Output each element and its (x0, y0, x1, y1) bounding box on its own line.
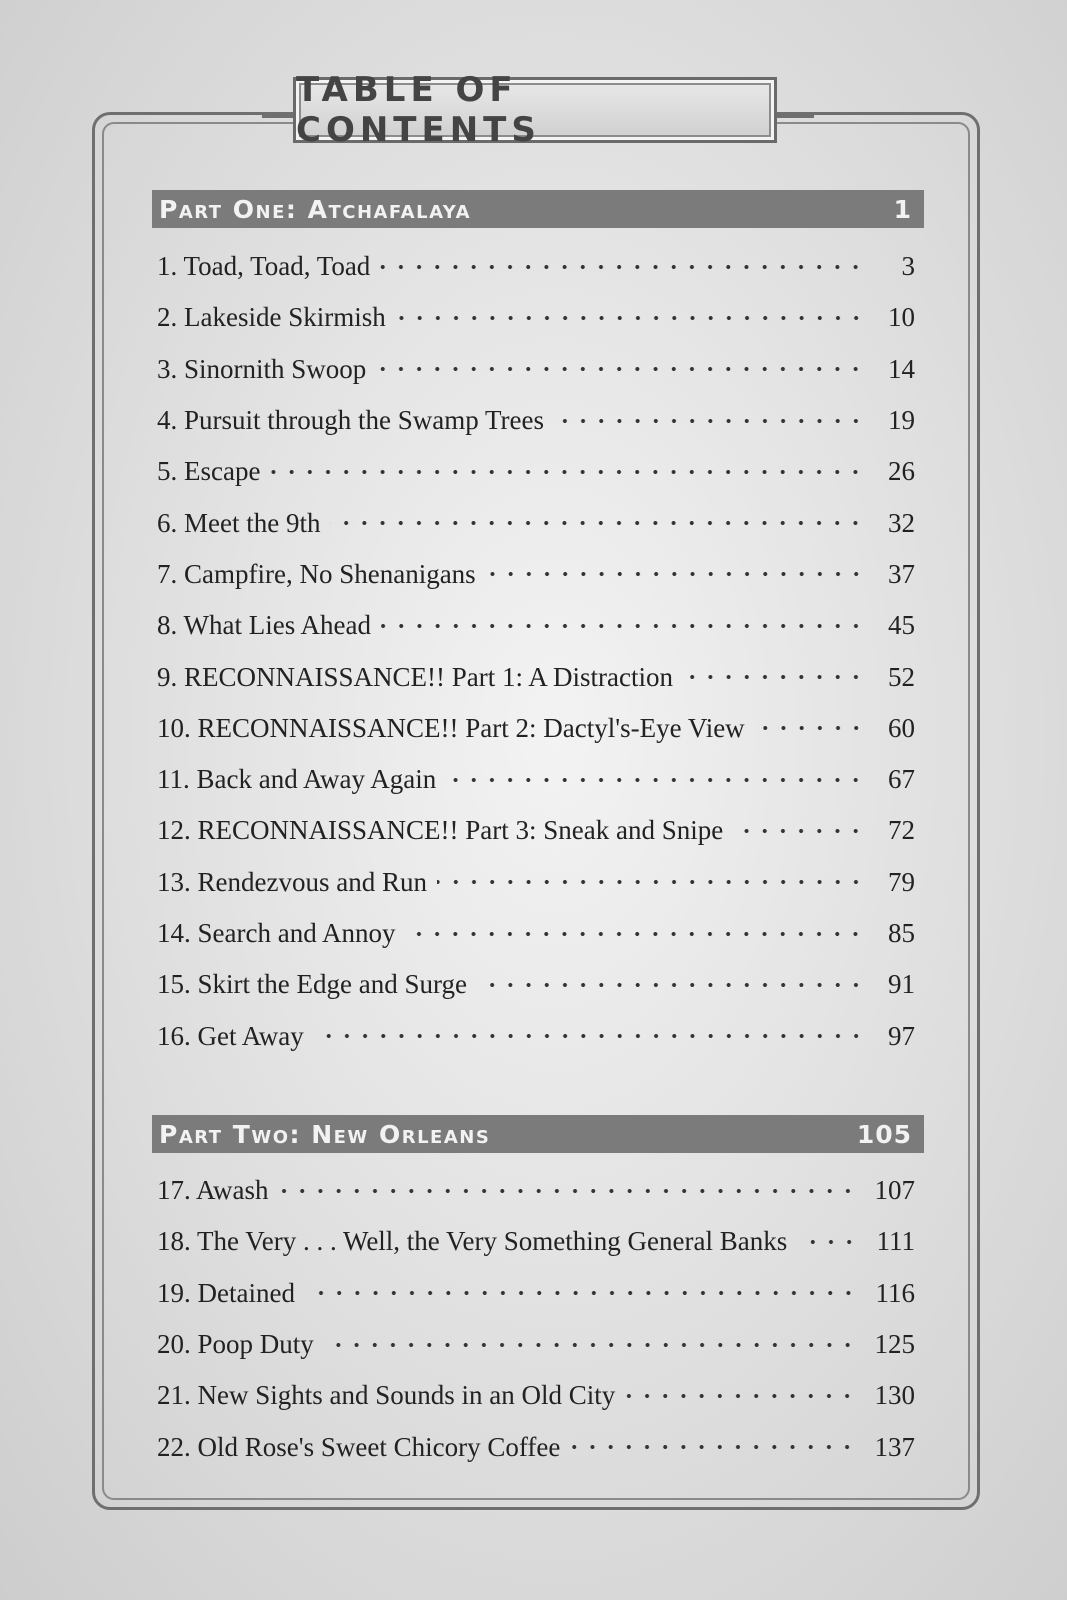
toc-entry[interactable] (157, 549, 915, 600)
toc-entry[interactable] (157, 241, 915, 292)
dot-leader (396, 315, 865, 321)
dot-leader (314, 1033, 865, 1039)
chapter-page: 3 (901, 251, 915, 282)
dot-leader (270, 469, 865, 475)
toc-entry[interactable] (157, 908, 915, 959)
toc-entry[interactable] (157, 651, 915, 702)
part-page-number: 1 (893, 194, 912, 224)
toc-entry[interactable] (157, 1010, 915, 1061)
chapter-page: 111 (876, 1226, 915, 1257)
dot-leader (405, 931, 865, 937)
chapter-title: 12. RECONNAISSANCE!! Part 3: Sneak and Snipe (157, 815, 724, 846)
chapter-title: 14. Search and Annoy (157, 918, 396, 948)
page-title: TABLE OF CONTENTS (296, 70, 541, 150)
chapter-title: 18. The Very . . . Well, the Very Something General Banks (157, 1226, 788, 1257)
chapter-title: 13. Rendezvous and Run (157, 866, 427, 897)
toc-entry[interactable] (157, 703, 915, 754)
chapter-title: 16. Get Away (157, 1020, 304, 1051)
dot-leader (381, 623, 865, 629)
dot-leader (683, 674, 865, 680)
chapter-title: 4. Pursuit through the Swamp Trees (157, 405, 545, 436)
chapter-page: 97 (888, 1020, 915, 1051)
toc-entry[interactable] (157, 1165, 915, 1216)
toc-entry[interactable] (157, 1319, 915, 1370)
toc-entry[interactable] (157, 344, 915, 395)
chapter-title: 11. Back and Away Again (157, 764, 437, 795)
chapter-page: 14 (888, 353, 915, 384)
chapter-page: 91 (888, 969, 915, 1000)
chapter-page: 79 (888, 866, 915, 897)
chapter-page: 60 (888, 712, 915, 743)
dot-leader (437, 879, 865, 885)
dot-leader (330, 520, 865, 526)
dot-leader (733, 828, 865, 834)
dot-leader (380, 264, 865, 270)
dot-leader (625, 1393, 856, 1399)
chapter-page: 72 (888, 815, 915, 846)
toc-entry[interactable] (157, 446, 915, 497)
chapter-page: 10 (888, 302, 915, 333)
chapter-page: 45 (888, 610, 915, 641)
title-plaque (293, 70, 777, 150)
title-rule-right (774, 113, 814, 118)
chapter-page: 130 (874, 1380, 915, 1411)
dot-leader (305, 1290, 858, 1296)
chapter-title: 1. Toad, Toad, Toad (157, 251, 371, 282)
part-title: Part Two: New Orleans (159, 1119, 491, 1149)
dot-leader (279, 1188, 857, 1194)
chapter-title: 3. Sinornith Swoop (157, 353, 367, 384)
title-rule-left (262, 113, 296, 118)
chapter-title: 7. Campfire, No Shenanigans (157, 558, 476, 589)
dot-leader (376, 366, 865, 372)
dot-leader (554, 418, 865, 424)
chapter-title: 22. Old Rose's Sweet Chicory Coffee (157, 1431, 561, 1462)
chapter-title: 15. Skirt the Edge and Surge (157, 969, 467, 1000)
part-one-chapter-list (157, 241, 915, 1062)
dot-leader (486, 571, 865, 577)
chapter-page: 125 (874, 1329, 915, 1360)
chapter-page: 67 (888, 764, 915, 795)
dot-leader (477, 982, 865, 988)
toc-entry[interactable] (157, 1216, 915, 1267)
chapter-page: 26 (888, 456, 915, 487)
chapter-title: 20. Poop Duty (157, 1329, 314, 1360)
toc-entry[interactable] (157, 857, 915, 908)
dot-leader (446, 777, 865, 783)
toc-entry[interactable] (157, 959, 915, 1010)
part-two-chapter-list (157, 1165, 915, 1473)
part-two-header[interactable] (152, 1115, 924, 1153)
chapter-title: 8. What Lies Ahead (157, 610, 371, 641)
chapter-title: 6. Meet the 9th (157, 507, 321, 538)
chapter-title: 10. RECONNAISSANCE!! Part 2: Dactyl's-Eye View (157, 712, 745, 743)
toc-entry[interactable] (157, 1370, 915, 1421)
toc-entry[interactable] (157, 600, 915, 651)
chapter-title: 5. Escape (157, 456, 261, 487)
toc-entry[interactable] (157, 805, 915, 856)
part-one-header[interactable] (152, 190, 924, 228)
dot-leader (755, 725, 865, 731)
part-title: Part One: Atchafalaya (159, 194, 472, 224)
chapter-page: 116 (875, 1277, 915, 1308)
toc-entry[interactable] (157, 1421, 915, 1472)
toc-entry[interactable] (157, 754, 915, 805)
chapter-page: 52 (888, 661, 915, 692)
chapter-page: 85 (888, 918, 915, 948)
chapter-page: 137 (874, 1431, 915, 1462)
chapter-page: 37 (888, 558, 915, 589)
chapter-page: 19 (888, 405, 915, 436)
toc-entry[interactable] (157, 292, 915, 343)
chapter-title: 2. Lakeside Skirmish (157, 302, 386, 333)
chapter-title: 9. RECONNAISSANCE!! Part 1: A Distraction (157, 661, 673, 692)
dot-leader (570, 1444, 856, 1450)
toc-entry[interactable] (157, 1268, 915, 1319)
toc-entry[interactable] (157, 497, 915, 548)
dot-leader (324, 1342, 857, 1348)
chapter-title: 21. New Sights and Sounds in an Old City (157, 1380, 616, 1411)
chapter-title: 17. Awash (157, 1175, 269, 1206)
part-page-number: 105 (856, 1119, 912, 1149)
chapter-page: 32 (888, 507, 915, 538)
toc-entry[interactable] (157, 395, 915, 446)
dot-leader (797, 1239, 858, 1245)
chapter-title: 19. Detained (157, 1277, 295, 1308)
chapter-page: 107 (874, 1175, 915, 1206)
